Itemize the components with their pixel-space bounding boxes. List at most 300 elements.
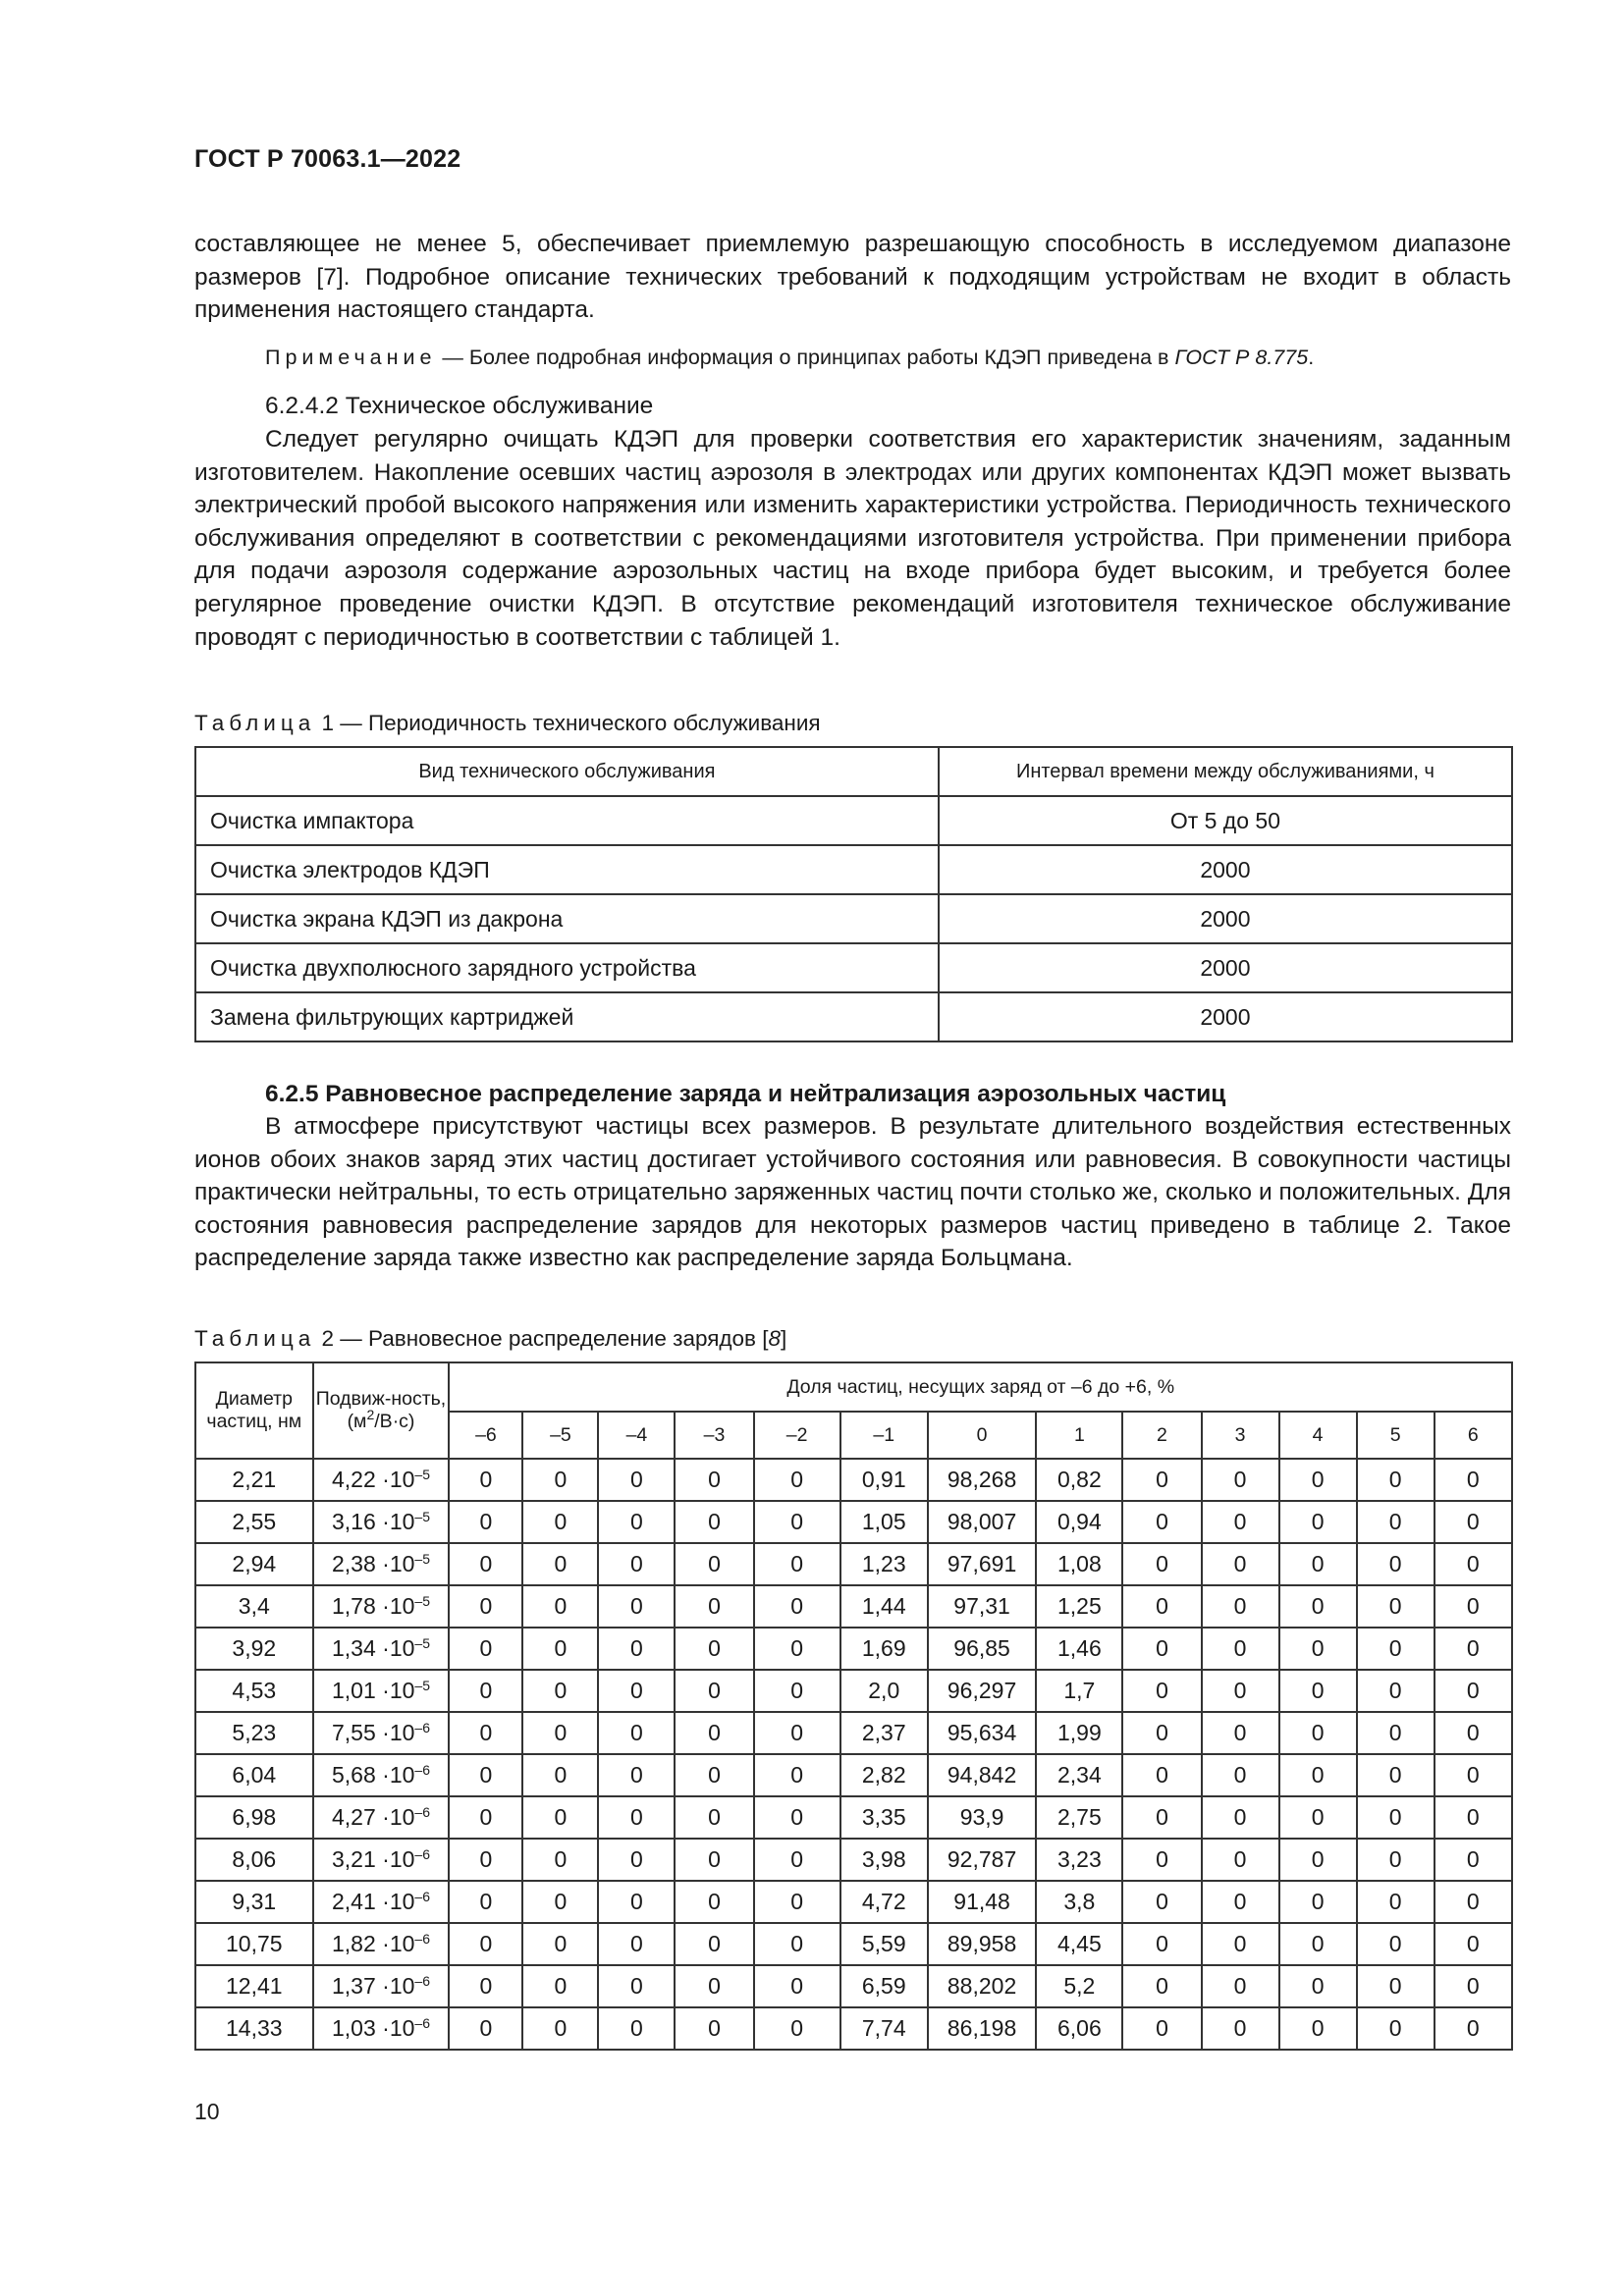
table-row: [195, 1501, 1512, 1543]
fraction-cell: 0: [1279, 1712, 1357, 1754]
table-row: [195, 1670, 1512, 1712]
fraction-cell: 3,8: [1036, 1881, 1122, 1923]
fraction-cell: 0: [754, 1585, 840, 1628]
fraction-cell: 86,198: [928, 2007, 1036, 2050]
mobility-mantissa: 1,01 ·10: [332, 1678, 415, 1703]
mobility-mantissa: 1,82 ·10: [332, 1931, 415, 1956]
mobility-cell: [313, 1459, 450, 1501]
table2-caption: [194, 1324, 786, 1354]
table-row: [195, 1754, 1512, 1796]
fraction-cell: 0: [1122, 1754, 1201, 1796]
fraction-cell: 0: [598, 1839, 675, 1881]
fraction-cell: 0: [522, 1881, 598, 1923]
fraction-cell: 2,82: [840, 1754, 928, 1796]
column-header: Вид технического обслуживания: [195, 747, 939, 796]
fraction-cell: 0: [1357, 1796, 1435, 1839]
section-heading-6242: 6.2.4.2 Техническое обслуживание: [265, 393, 654, 419]
maintenance-type-cell: Очистка электродов КДЭП: [195, 845, 939, 894]
fraction-cell: 0: [675, 1754, 753, 1796]
mobility-exponent: –6: [414, 1973, 430, 1989]
fraction-cell: 0: [522, 1923, 598, 1965]
table-row: [195, 2007, 1512, 2050]
fraction-cell: 0: [1435, 1712, 1512, 1754]
fraction-cell: 1,05: [840, 1501, 928, 1543]
fraction-cell: 0: [598, 1796, 675, 1839]
fraction-cell: 0: [675, 1543, 753, 1585]
mobility-exponent: –5: [414, 1593, 430, 1609]
fraction-cell: 0: [522, 1501, 598, 1543]
fraction-cell: 0: [1202, 1670, 1279, 1712]
fraction-cell: 0: [1357, 1585, 1435, 1628]
fraction-cell: 0: [598, 1923, 675, 1965]
charge-header: –6: [449, 1412, 522, 1459]
fraction-cell: 0: [1357, 1923, 1435, 1965]
fraction-cell: 0: [1279, 1881, 1357, 1923]
charge-header: 3: [1202, 1412, 1279, 1459]
fraction-cell: 0: [1357, 1501, 1435, 1543]
fraction-cell: 1,7: [1036, 1670, 1122, 1712]
fraction-cell: 0: [1279, 1628, 1357, 1670]
mobility-exponent: –6: [414, 1804, 430, 1820]
fraction-cell: 3,35: [840, 1796, 928, 1839]
fraction-cell: 3,23: [1036, 1839, 1122, 1881]
mobility-header: [313, 1362, 450, 1459]
fraction-cell: 0: [598, 1670, 675, 1712]
fraction-cell: 0: [449, 1712, 522, 1754]
fraction-cell: 0: [1122, 1923, 1201, 1965]
fraction-cell: 0: [598, 1543, 675, 1585]
fraction-cell: 0: [675, 1712, 753, 1754]
fraction-cell: 0: [1357, 1670, 1435, 1712]
interval-cell: 2000: [939, 894, 1512, 943]
charge-header: 2: [1122, 1412, 1201, 1459]
fraction-cell: 0: [522, 1585, 598, 1628]
fraction-cell: 0: [754, 1881, 840, 1923]
fraction-cell: 0: [675, 1965, 753, 2007]
mobility-mantissa: 4,22 ·10: [332, 1467, 415, 1492]
table2-caption-text: 2 — Равновесное распределение зарядов [: [315, 1326, 769, 1351]
table-row: [195, 1628, 1512, 1670]
maintenance-type-cell: Очистка экрана КДЭП из дакрона: [195, 894, 939, 943]
fraction-cell: 0: [1202, 1881, 1279, 1923]
mobility-mantissa: 4,27 ·10: [332, 1804, 415, 1830]
mobility-mantissa: 1,34 ·10: [332, 1635, 415, 1661]
fraction-cell: 0: [1357, 1881, 1435, 1923]
fraction-cell: 0: [754, 1501, 840, 1543]
charge-header: –3: [675, 1412, 753, 1459]
mobility-mantissa: 1,78 ·10: [332, 1593, 415, 1619]
table-row: [195, 1585, 1512, 1628]
fraction-cell: 0: [1122, 1543, 1201, 1585]
fraction-cell: 0: [598, 1628, 675, 1670]
table-row: [195, 1796, 1512, 1839]
mobility-mantissa: 1,37 ·10: [332, 1973, 415, 1999]
fraction-cell: 0: [1435, 1670, 1512, 1712]
mobility-cell: [313, 1839, 450, 1881]
fraction-cell: 93,9: [928, 1796, 1036, 1839]
maintenance-type-cell: Очистка двухполюсного зарядного устройства: [195, 943, 939, 992]
charge-header: 1: [1036, 1412, 1122, 1459]
fraction-cell: 89,958: [928, 1923, 1036, 1965]
diameter-cell: 5,23: [195, 1712, 313, 1754]
fraction-cell: 98,007: [928, 1501, 1036, 1543]
fraction-cell: 0: [1279, 1585, 1357, 1628]
fraction-cell: 0: [1357, 2007, 1435, 2050]
table-row: [195, 1459, 1512, 1501]
fraction-cell: 0: [598, 1501, 675, 1543]
mobility-mantissa: 2,38 ·10: [332, 1551, 415, 1576]
note-label: Примечание: [265, 346, 437, 369]
fraction-cell: 7,74: [840, 2007, 928, 2050]
fraction-cell: 0: [675, 1585, 753, 1628]
fraction-cell: 92,787: [928, 1839, 1036, 1881]
fraction-cell: 0: [1357, 1543, 1435, 1585]
table1-caption-label: Таблица: [194, 711, 316, 735]
fraction-cell: 0: [754, 1543, 840, 1585]
fraction-cell: 0: [1279, 2007, 1357, 2050]
fraction-cell: 0: [675, 1923, 753, 1965]
diameter-cell: 9,31: [195, 1881, 313, 1923]
fraction-cell: 0: [449, 1965, 522, 2007]
fraction-cell: 0: [1435, 1839, 1512, 1881]
table2-caption-ref: 8: [768, 1326, 782, 1351]
fraction-cell: 0: [1435, 1881, 1512, 1923]
fraction-cell: 0: [522, 2007, 598, 2050]
mobility-cell: [313, 1628, 450, 1670]
fraction-cell: 97,31: [928, 1585, 1036, 1628]
fraction-cell: 0: [1202, 1839, 1279, 1881]
fraction-cell: 0: [1202, 1585, 1279, 1628]
fraction-cell: 0: [1122, 1796, 1201, 1839]
charge-header: –1: [840, 1412, 928, 1459]
fraction-cell: 1,69: [840, 1628, 928, 1670]
fraction-cell: 0: [1435, 1501, 1512, 1543]
fraction-cell: 0: [1435, 1628, 1512, 1670]
fraction-cell: 5,2: [1036, 1965, 1122, 2007]
fraction-cell: 0,91: [840, 1459, 928, 1501]
fraction-cell: 0: [1122, 1670, 1201, 1712]
fraction-cell: 0: [1122, 1459, 1201, 1501]
mobility-cell: [313, 1965, 450, 2007]
fraction-cell: 0: [1122, 1501, 1201, 1543]
fraction-cell: 0: [1279, 1543, 1357, 1585]
diameter-cell: 12,41: [195, 1965, 313, 2007]
mobility-cell: [313, 1754, 450, 1796]
maintenance-paragraph: [194, 423, 1511, 654]
fraction-cell: 1,23: [840, 1543, 928, 1585]
table1-caption-text: 1 — Периодичность технического обслуживания: [315, 711, 821, 735]
fraction-cell: 3,98: [840, 1839, 928, 1881]
mobility-mantissa: 3,21 ·10: [332, 1846, 415, 1872]
fraction-cell: 0: [1122, 1881, 1201, 1923]
fraction-cell: 0: [1435, 2007, 1512, 2050]
fraction-cell: 0: [1435, 1543, 1512, 1585]
mobility-exponent: –5: [414, 1467, 430, 1482]
intro-paragraph: составляющее не менее 5, обеспечивает приемлемую разрешающую способность в исследуемом диапазоне размеров [7]. Подробное описание технических требований к подходящим устройствам не входит в область применения настоящего стандарта.: [194, 231, 1511, 324]
fraction-cell: 0: [754, 1670, 840, 1712]
equilibrium-paragraph: [194, 1110, 1511, 1275]
fraction-cell: 0: [1357, 1628, 1435, 1670]
charge-header: 5: [1357, 1412, 1435, 1459]
fraction-cell: 0: [449, 1585, 522, 1628]
mobility-mantissa: 1,03 ·10: [332, 2015, 415, 2041]
fraction-cell: 0: [1202, 1796, 1279, 1839]
fraction-cell: 0: [754, 1923, 840, 1965]
mobility-exponent: –6: [414, 1889, 430, 1904]
fraction-cell: 0: [1202, 1965, 1279, 2007]
equilibrium-text: В атмосфере присутствуют частицы всех размеров. В результате длительного воздействия естественных ионов обоих знаков заряд этих частиц достигает устойчивого состояния или равновесия. В совокупности частицы практически нейтральны, то есть отрицательно заряженных частиц почти столько же, сколько и положительных. Для состояния равновесия распределение зарядов для некоторых размеров частиц приведено в таблице 2. Такое распределение заряда также известно как распределение заряда Больцмана.: [194, 1113, 1511, 1272]
diameter-cell: 3,4: [195, 1585, 313, 1628]
mobility-exponent: –6: [414, 1720, 430, 1735]
table-row: [195, 943, 1512, 992]
charge-header: –5: [522, 1412, 598, 1459]
note-ref: ГОСТ Р 8.775: [1174, 346, 1309, 369]
note: [265, 343, 1314, 372]
fraction-cell: 0: [1202, 1501, 1279, 1543]
fraction-cell: 0: [598, 1712, 675, 1754]
table-row: [195, 845, 1512, 894]
fraction-cell: 0: [1435, 1754, 1512, 1796]
fraction-cell: 0: [1435, 1965, 1512, 2007]
fraction-cell: 0: [1202, 1459, 1279, 1501]
charge-group-header: Доля частиц, несущих заряд от –6 до +6, %: [449, 1362, 1512, 1412]
page-number: 10: [194, 2099, 220, 2124]
interval-cell: 2000: [939, 992, 1512, 1041]
diameter-cell: 2,94: [195, 1543, 313, 1585]
fraction-cell: 0: [675, 1459, 753, 1501]
fraction-cell: 1,99: [1036, 1712, 1122, 1754]
table-row: [195, 894, 1512, 943]
fraction-cell: 0: [1202, 1628, 1279, 1670]
fraction-cell: 0: [1202, 1923, 1279, 1965]
mobility-mantissa: 2,41 ·10: [332, 1889, 415, 1914]
fraction-cell: 2,0: [840, 1670, 928, 1712]
fraction-cell: 0: [1279, 1501, 1357, 1543]
maintenance-table: [194, 746, 1513, 1042]
fraction-cell: 1,25: [1036, 1585, 1122, 1628]
fraction-cell: 88,202: [928, 1965, 1036, 2007]
fraction-cell: 0: [1357, 1459, 1435, 1501]
mobility-exponent: –5: [414, 1551, 430, 1567]
fraction-cell: 0: [675, 1670, 753, 1712]
mobility-mantissa: 3,16 ·10: [332, 1509, 415, 1534]
diameter-cell: 2,55: [195, 1501, 313, 1543]
fraction-cell: 0: [449, 1923, 522, 1965]
charge-header: 0: [928, 1412, 1036, 1459]
fraction-cell: 0: [675, 1796, 753, 1839]
mobility-mantissa: 5,68 ·10: [332, 1762, 415, 1788]
table-header-row: [195, 1362, 1512, 1412]
fraction-cell: 1,46: [1036, 1628, 1122, 1670]
mobility-header-post: /В·с): [374, 1411, 415, 1432]
fraction-cell: 0: [522, 1839, 598, 1881]
fraction-cell: 5,59: [840, 1923, 928, 1965]
table-row: [195, 1923, 1512, 1965]
fraction-cell: 0: [1435, 1796, 1512, 1839]
charge-distribution-table: [194, 1362, 1513, 2051]
fraction-cell: 0: [1202, 2007, 1279, 2050]
interval-cell: От 5 до 50: [939, 796, 1512, 845]
interval-cell: 2000: [939, 943, 1512, 992]
fraction-cell: 0: [1202, 1712, 1279, 1754]
fraction-cell: 0: [1202, 1754, 1279, 1796]
fraction-cell: 0: [1279, 1839, 1357, 1881]
fraction-cell: 0: [449, 2007, 522, 2050]
fraction-cell: 0: [522, 1965, 598, 2007]
maintenance-type-cell: Замена фильтрующих картриджей: [195, 992, 939, 1041]
diameter-header: Диаметр частиц, нм: [195, 1362, 313, 1459]
fraction-cell: 0: [449, 1459, 522, 1501]
fraction-cell: 0,94: [1036, 1501, 1122, 1543]
mobility-cell: [313, 2007, 450, 2050]
diameter-cell: 4,53: [195, 1670, 313, 1712]
fraction-cell: 0: [1435, 1459, 1512, 1501]
fraction-cell: 0: [522, 1712, 598, 1754]
fraction-cell: 0: [754, 1839, 840, 1881]
fraction-cell: 0: [1357, 1839, 1435, 1881]
diameter-cell: 6,04: [195, 1754, 313, 1796]
mobility-exponent: –5: [414, 1509, 430, 1524]
table-row: [195, 796, 1512, 845]
charge-header: –2: [754, 1412, 840, 1459]
table-row: [195, 1881, 1512, 1923]
note-end: .: [1308, 346, 1315, 369]
maintenance-type-cell: Очистка импактора: [195, 796, 939, 845]
fraction-cell: 96,297: [928, 1670, 1036, 1712]
fraction-cell: 0: [449, 1628, 522, 1670]
fraction-cell: 0: [598, 1881, 675, 1923]
mobility-exponent: –6: [414, 2015, 430, 2031]
fraction-cell: 0: [754, 1712, 840, 1754]
fraction-cell: 0: [522, 1459, 598, 1501]
fraction-cell: 0: [449, 1839, 522, 1881]
fraction-cell: 0: [598, 1585, 675, 1628]
fraction-cell: 0: [598, 1754, 675, 1796]
fraction-cell: 0: [1122, 1839, 1201, 1881]
fraction-cell: 0: [598, 1965, 675, 2007]
fraction-cell: 0: [1279, 1965, 1357, 2007]
table-header-row: [195, 747, 1512, 796]
table-row: [195, 1712, 1512, 1754]
diameter-cell: 6,98: [195, 1796, 313, 1839]
document-header: ГОСТ Р 70063.1—2022: [194, 145, 461, 173]
diameter-cell: 10,75: [195, 1923, 313, 1965]
fraction-cell: 2,37: [840, 1712, 928, 1754]
fraction-cell: 0: [1435, 1585, 1512, 1628]
fraction-cell: 97,691: [928, 1543, 1036, 1585]
fraction-cell: 0: [449, 1670, 522, 1712]
fraction-cell: 0: [1122, 1965, 1201, 2007]
fraction-cell: 2,75: [1036, 1796, 1122, 1839]
fraction-cell: 0: [1357, 1712, 1435, 1754]
mobility-cell: [313, 1923, 450, 1965]
fraction-cell: 0: [1279, 1754, 1357, 1796]
mobility-cell: [313, 1585, 450, 1628]
fraction-cell: 0: [675, 1501, 753, 1543]
mobility-cell: [313, 1543, 450, 1585]
table1-caption: [194, 709, 821, 738]
fraction-cell: 0: [1357, 1965, 1435, 2007]
fraction-cell: 6,06: [1036, 2007, 1122, 2050]
fraction-cell: 0: [449, 1754, 522, 1796]
fraction-cell: 0: [522, 1543, 598, 1585]
mobility-exponent: –5: [414, 1678, 430, 1693]
fraction-cell: 0: [598, 1459, 675, 1501]
fraction-cell: 0: [754, 1965, 840, 2007]
fraction-cell: 0: [675, 2007, 753, 2050]
section-heading-625: 6.2.5 Равновесное распределение заряда и нейтрализация аэрозольных частиц: [265, 1081, 1226, 1107]
fraction-cell: 0: [1122, 1628, 1201, 1670]
fraction-cell: 0: [1202, 1543, 1279, 1585]
fraction-cell: 0: [675, 1839, 753, 1881]
fraction-cell: 0: [598, 2007, 675, 2050]
fraction-cell: 0: [1122, 1712, 1201, 1754]
diameter-cell: 3,92: [195, 1628, 313, 1670]
fraction-cell: 96,85: [928, 1628, 1036, 1670]
fraction-cell: 0: [754, 1754, 840, 1796]
fraction-cell: 0: [1357, 1754, 1435, 1796]
mobility-cell: [313, 1712, 450, 1754]
table2-caption-end: ]: [781, 1326, 787, 1351]
fraction-cell: 0: [1279, 1459, 1357, 1501]
fraction-cell: 1,08: [1036, 1543, 1122, 1585]
table-row: [195, 992, 1512, 1041]
table-row: [195, 1543, 1512, 1585]
fraction-cell: 0: [754, 1628, 840, 1670]
fraction-cell: 98,268: [928, 1459, 1036, 1501]
fraction-cell: 0: [754, 2007, 840, 2050]
mobility-exponent: –6: [414, 1931, 430, 1947]
diameter-cell: 8,06: [195, 1839, 313, 1881]
table2-caption-label: Таблица: [194, 1326, 316, 1351]
fraction-cell: 0: [449, 1881, 522, 1923]
table-row: [195, 1965, 1512, 2007]
fraction-cell: 0: [522, 1628, 598, 1670]
fraction-cell: 0: [449, 1501, 522, 1543]
diameter-cell: 2,21: [195, 1459, 313, 1501]
fraction-cell: 4,45: [1036, 1923, 1122, 1965]
interval-cell: 2000: [939, 845, 1512, 894]
fraction-cell: 0: [1279, 1796, 1357, 1839]
mobility-cell: [313, 1881, 450, 1923]
fraction-cell: 4,72: [840, 1881, 928, 1923]
maintenance-text: Следует регулярно очищать КДЭП для проверки соответствия его характеристик значениям, заданным изготовителем. Накопление осевших частиц аэрозоля в электродах или других компонентах КДЭП может вызвать электрический пробой высокого напряжения или изменить характеристики устройства. Периодичность технического обслуживания определяют в соответствии с рекомендациями изготовителя устройства. При применении прибора для подачи аэрозоля содержание аэрозольных частиц на входе прибора будет высоким, и требуется более регулярное проведение очистки КДЭП. В отсутствие рекомендаций изготовителя техническое обслуживание проводят с периодичностью в соответствии с таблицей 1.: [194, 426, 1511, 651]
fraction-cell: 0: [522, 1754, 598, 1796]
diameter-cell: 14,33: [195, 2007, 313, 2050]
fraction-cell: 0: [675, 1881, 753, 1923]
mobility-header-sup: 2: [366, 1407, 375, 1422]
fraction-cell: 91,48: [928, 1881, 1036, 1923]
mobility-cell: [313, 1796, 450, 1839]
fraction-cell: 0: [522, 1670, 598, 1712]
column-header: Интервал времени между обслуживаниями, ч: [939, 747, 1512, 796]
fraction-cell: 2,34: [1036, 1754, 1122, 1796]
fraction-cell: 0: [1279, 1670, 1357, 1712]
fraction-cell: 1,44: [840, 1585, 928, 1628]
fraction-cell: 0: [449, 1543, 522, 1585]
fraction-cell: 0: [754, 1796, 840, 1839]
fraction-cell: 0,82: [1036, 1459, 1122, 1501]
table-row: [195, 1839, 1512, 1881]
note-text: — Более подробная информация о принципах работы КДЭП приведена в: [436, 346, 1175, 369]
charge-header: 6: [1435, 1412, 1512, 1459]
fraction-cell: 95,634: [928, 1712, 1036, 1754]
mobility-cell: [313, 1501, 450, 1543]
fraction-cell: 0: [1122, 1585, 1201, 1628]
fraction-cell: 94,842: [928, 1754, 1036, 1796]
fraction-cell: 0: [675, 1628, 753, 1670]
fraction-cell: 0: [522, 1796, 598, 1839]
